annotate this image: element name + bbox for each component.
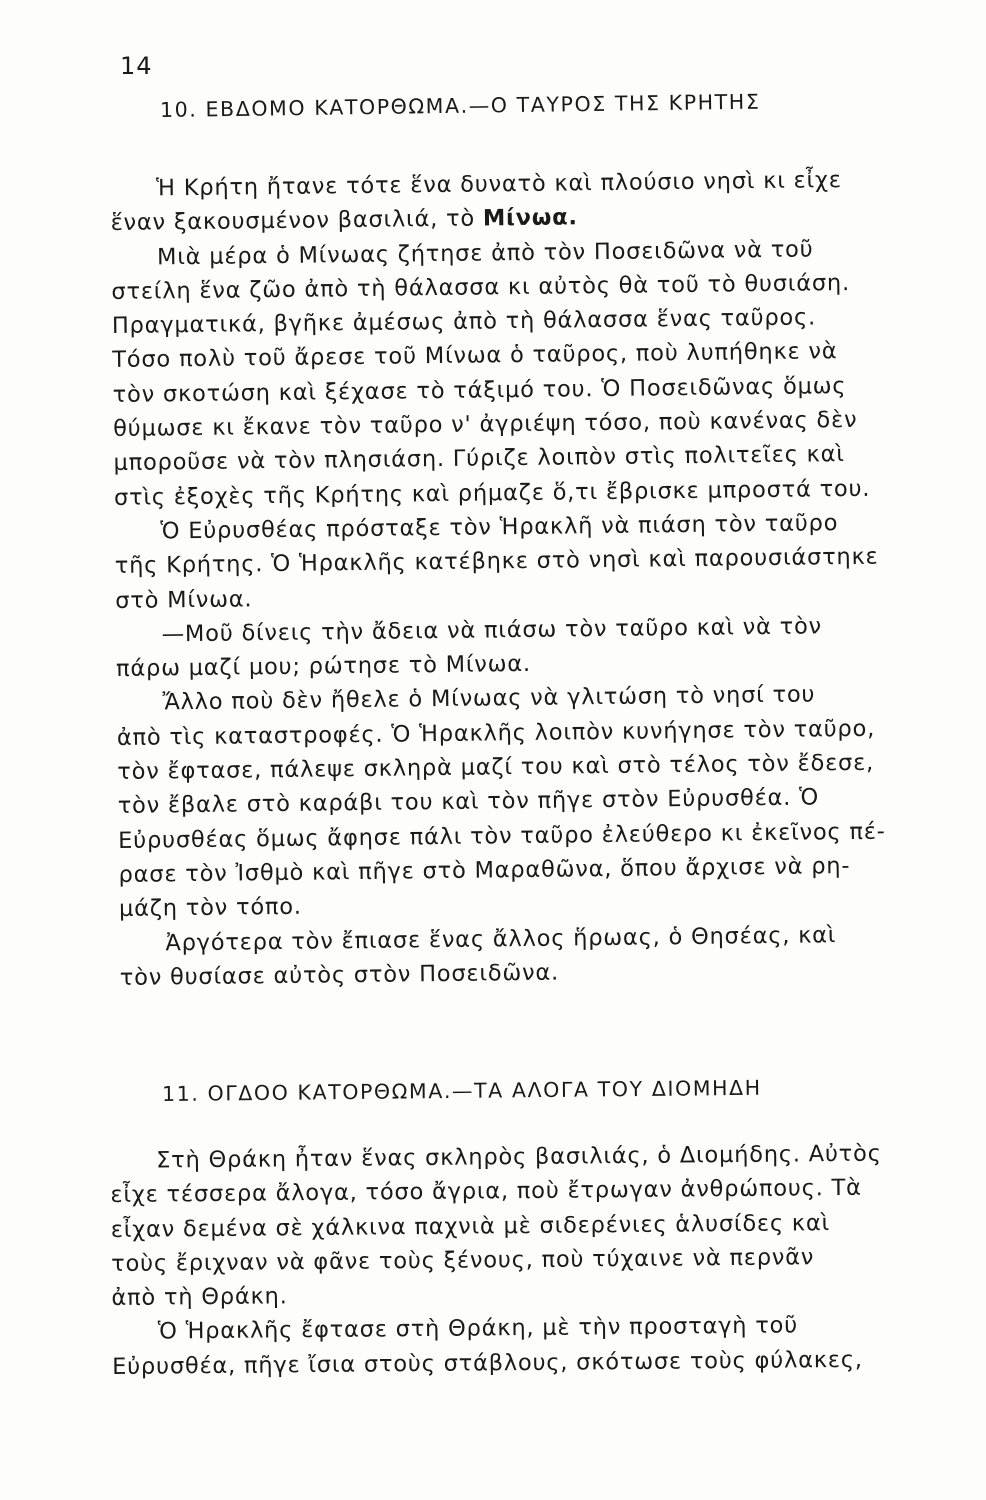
text-line: Εὐρυσθέα, πῆγε ἴσια στοὺς στάβλους, σκότωσε τοὺς φύλακες, xyxy=(112,1346,863,1380)
text-run: ἕναν ξακουσμένον βασιλιά, τὸ xyxy=(110,205,484,237)
text-line: ἀπὸ τὶς καταστροφές. Ὁ Ἡρακλῆς λοιπὸν κυνήγησε τὸν ταῦρο, xyxy=(116,715,876,751)
text-line: στὸ Μίνωα. xyxy=(115,585,253,614)
text-line: μποροῦσε νὰ τὸν πλησιάση. Γύριζε λοιπὸν στὶς πολιτεῖες καὶ xyxy=(113,441,845,477)
text-run: Ἡ Κρήτη ἤτανε τότε ἕνα δυνατὸ καὶ πλούσιο νησὶ κι εἶχε xyxy=(156,167,842,202)
text-line: τὸν θυσίασε αὐτὸς στὸν Ποσειδῶνα. xyxy=(119,959,560,991)
text-line: στὶς ἐξοχὲς τῆς Κρήτης καὶ ρήμαζε ὅ,τι ἔβρισκε μπροστά του. xyxy=(113,475,871,511)
section-11-text xyxy=(110,1136,942,1384)
text-line: ἀπὸ τὴ Θράκη. xyxy=(111,1283,288,1312)
section-10-text xyxy=(110,162,950,995)
text-line: —Μοῦ δίνεις τὴν ἄδεια νὰ πιάσω τὸν ταῦρο καὶ νὰ τὸν xyxy=(161,613,823,648)
text-line: Στὴ Θράκη ἦταν ἕνας σκληρὸς βασιλιάς, ὁ Διομήδης. Αὐτὸς xyxy=(156,1140,882,1174)
text-line: στείλη ἕνα ζῶο ἀπὸ τὴ θάλασσα κι αὐτὸς θὰ τοῦ τὸ θυσιάση. xyxy=(111,269,851,305)
text-line: εἶχε τέσσερα ἄλογα, τόσο ἄγρια, ποὺ ἔτρωγαν ἀνθρώπους. Τὰ xyxy=(110,1175,862,1209)
page-number: 14 xyxy=(120,52,153,80)
text-line: τὸν ἔφτασε, πάλεψε σκληρὰ μαζί του καὶ στὸ τέλος τὸν ἔδεσε, xyxy=(117,749,875,786)
text-line: τὸν ἔβαλε στὸ καράβι του καὶ τὸν πῆγε στὸν Εὐρυσθέα. Ὁ xyxy=(117,784,820,820)
text-line: Ἄλλο ποὺ δὲν ἤθελε ὁ Μίνωας νὰ γλιτώση τὸ νησί του xyxy=(162,681,816,716)
text-line: μάζη τὸν τόπο. xyxy=(118,893,302,923)
text-line: τὸν σκοτώση καὶ ξέχασε τὸ τάξιμό του. Ὁ Ποσειδῶνας ὅμως xyxy=(112,372,847,408)
text-line: Εὐρυσθέας ὅμως ἄφησε πάλι τὸν ταῦρο ἐλεύθερο κι ἐκεῖνος πέ- xyxy=(118,818,886,854)
text-line: εἶχαν δεμένα σὲ χάλκινα παχνιὰ μὲ σιδερένιες ἁλυσίδες καὶ xyxy=(110,1209,831,1243)
section-heading-11: 11. ΟΓΔΟΟ ΚΑΤΟΡΘΩΜΑ.—ΤΑ ΑΛΟΓΑ ΤΟΥ ΔΙΟΜΗΔΗ xyxy=(161,1075,762,1106)
bold-name: Μίνωα. xyxy=(482,204,578,232)
text-line: Ἀργότερα τὸν ἔπιασε ἕνας ἄλλος ἥρωας, ὁ Θησέας, καὶ xyxy=(165,921,837,956)
text-line: Ὁ Εὐρυσθέας πρόσταξε τὸν Ἡρακλῆ νὰ πιάση τὸν ταῦρο xyxy=(160,510,839,545)
text-line: τῆς Κρήτης. Ὁ Ἡρακλῆς κατέβηκε στὸ νησὶ καὶ παρουσιάστηκε xyxy=(114,543,879,580)
text-line: Μιὰ μέρα ὁ Μίνωας ζήτησε ἀπὸ τὸν Ποσειδῶνα νὰ τοῦ xyxy=(156,236,814,271)
text-line: τοὺς ἔριχναν νὰ φᾶνε τοὺς ξένους, ποὺ τύχαινε νὰ περνᾶν xyxy=(111,1244,815,1277)
text-line: θύμωσε κι ἔκανε τὸν ταῦρο ν' ἀγριέψη τόσο, ποὺ κανένας δὲν xyxy=(112,406,858,443)
section-heading-10: 10. ΕΒΔΟΜΟ ΚΑΤΟΡΘΩΜΑ.—Ο ΤΑΥΡΟΣ ΤΗΣ ΚΡΗΤΗΣ xyxy=(159,89,761,122)
text-line: Ὁ Ἡρακλῆς ἔφτασε στὴ Θράκη, μὲ τὴν προσταγὴ τοῦ xyxy=(157,1312,799,1346)
text-line: ρασε τὸν Ἰσθμὸ καὶ πῆγε στὸ Μαραθῶνα, ὅπου ἄρχισε νὰ ρη- xyxy=(118,852,851,888)
text-line: πάρω μαζί μου; ρώτησε τὸ Μίνωα. xyxy=(115,651,532,683)
text-line: Πραγματικά, βγῆκε ἀμέσως ἀπὸ τὴ θάλασσα ἕνας ταῦρος. xyxy=(111,304,817,340)
text-line: Τόσο πολὺ τοῦ ἄρεσε τοῦ Μίνωα ὁ ταῦρος, ποὺ λυπήθηκε νὰ xyxy=(112,338,838,374)
